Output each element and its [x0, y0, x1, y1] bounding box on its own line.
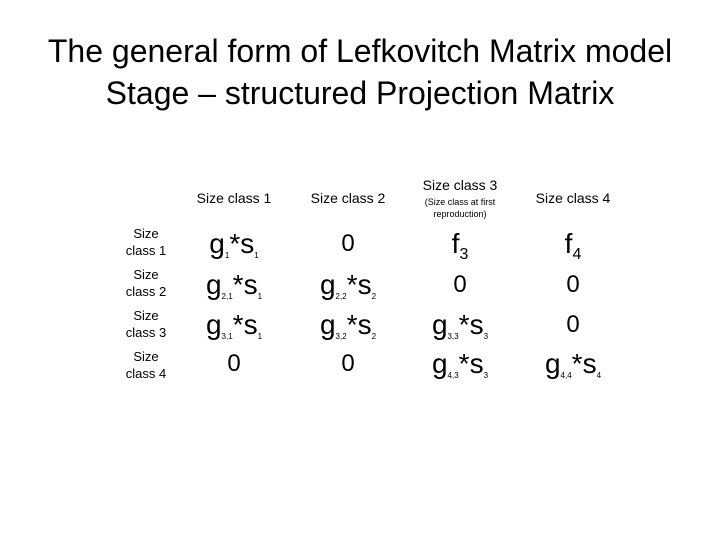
s-subscript: 2 [371, 292, 377, 301]
f-subscript: 3 [459, 246, 469, 263]
s-subscript: 2 [371, 332, 377, 341]
g-symbol: g [209, 228, 225, 259]
row-header-line-2: class 2 [125, 284, 167, 299]
g-subscript: 3,2 [335, 332, 347, 341]
matrix-cell-r1-c1 [179, 229, 289, 271]
s-subscript: 1 [257, 292, 263, 301]
g-subscript: 4,4 [560, 371, 572, 380]
s-subscript: 1 [257, 332, 263, 341]
g-symbol: g [205, 309, 222, 340]
g-subscript: 1 [224, 251, 230, 260]
title-line-1: The general form of Lefkovitch Matrix model [47, 33, 673, 69]
matrix-cell-r2-c3 [405, 270, 515, 300]
row-header-size-class-1 [105, 225, 187, 259]
g-subscript: 4,3 [447, 371, 459, 380]
zero-value: 0 [566, 311, 580, 338]
column-note-line-1: (Size class at first [424, 197, 496, 207]
matrix-cell-r2-c1 [179, 270, 289, 312]
matrix-cell-r2-c4 [518, 270, 628, 300]
times-symbol: * [571, 348, 583, 379]
matrix-cell-r1-c4 [518, 229, 628, 270]
g-subscript: 2,1 [221, 292, 233, 301]
g-symbol: g [431, 348, 448, 379]
matrix-cell-r4-c2 [293, 349, 403, 379]
row-header-line-1: Size [133, 308, 159, 323]
times-symbol: * [229, 228, 241, 259]
g-subscript: 3,1 [221, 332, 233, 341]
row-header-size-class-4 [105, 348, 187, 382]
matrix-cell-r1-c2 [293, 229, 403, 259]
s-symbol: s [243, 309, 258, 340]
row-header-line-1: Size [133, 226, 159, 241]
times-symbol: * [458, 348, 470, 379]
times-symbol: * [232, 269, 244, 300]
s-symbol: s [469, 309, 484, 340]
g-symbol: g [431, 309, 448, 340]
f-subscript: 4 [572, 246, 582, 263]
row-header-line-1: Size [133, 349, 159, 364]
row-header-size-class-2 [105, 266, 187, 300]
times-symbol: * [346, 269, 358, 300]
f-symbol: f [564, 228, 573, 259]
row-header-line-1: Size [133, 267, 159, 282]
times-symbol: * [458, 309, 470, 340]
matrix-cell-r3-c3 [405, 310, 515, 352]
times-symbol: * [232, 309, 244, 340]
matrix-cell-r4-c1 [179, 349, 289, 379]
s-subscript: 3 [483, 332, 489, 341]
s-subscript: 3 [483, 371, 489, 380]
matrix-cell-r4-c4 [518, 349, 628, 391]
g-symbol: g [544, 348, 561, 379]
row-header-line-2: class 1 [125, 243, 167, 258]
slide-title [0, 30, 720, 114]
matrix-cell-r4-c3 [405, 349, 515, 391]
matrix-cell-r1-c3 [405, 229, 515, 270]
column-header-size-class-3-note [405, 196, 515, 220]
matrix-cell-r3-c1 [179, 310, 289, 352]
s-subscript: 1 [254, 251, 259, 260]
times-symbol: * [346, 309, 358, 340]
g-symbol: g [319, 269, 336, 300]
column-note-line-2: reproduction) [433, 209, 487, 219]
s-symbol: s [357, 309, 372, 340]
s-symbol: s [357, 269, 372, 300]
zero-value: 0 [341, 230, 355, 257]
zero-value: 0 [227, 350, 241, 377]
zero-value: 0 [453, 271, 467, 298]
g-subscript: 2,2 [335, 292, 347, 301]
s-subscript: 4 [596, 371, 602, 380]
f-symbol: f [451, 228, 460, 259]
s-symbol: s [582, 348, 597, 379]
row-header-line-2: class 4 [125, 366, 167, 381]
s-symbol: s [469, 348, 484, 379]
s-symbol: s [240, 228, 255, 259]
title-line-2: Stage – structured Projection Matrix [105, 75, 615, 111]
zero-value: 0 [341, 350, 355, 377]
g-subscript: 3,3 [447, 332, 459, 341]
s-symbol: s [243, 269, 258, 300]
column-header-size-class-2: Size class 2 [310, 190, 386, 206]
g-symbol: g [319, 309, 336, 340]
matrix-cell-r3-c4 [518, 310, 628, 340]
row-header-line-2: class 3 [125, 325, 167, 340]
matrix-cell-r2-c2 [293, 270, 403, 312]
row-header-size-class-3 [105, 307, 187, 341]
column-header-size-class-1: Size class 1 [196, 190, 272, 206]
g-symbol: g [205, 269, 222, 300]
zero-value: 0 [566, 271, 580, 298]
column-header-size-class-4: Size class 4 [535, 190, 611, 206]
matrix-cell-r3-c2 [293, 310, 403, 352]
column-header-size-class-3: Size class 3 [422, 177, 498, 193]
